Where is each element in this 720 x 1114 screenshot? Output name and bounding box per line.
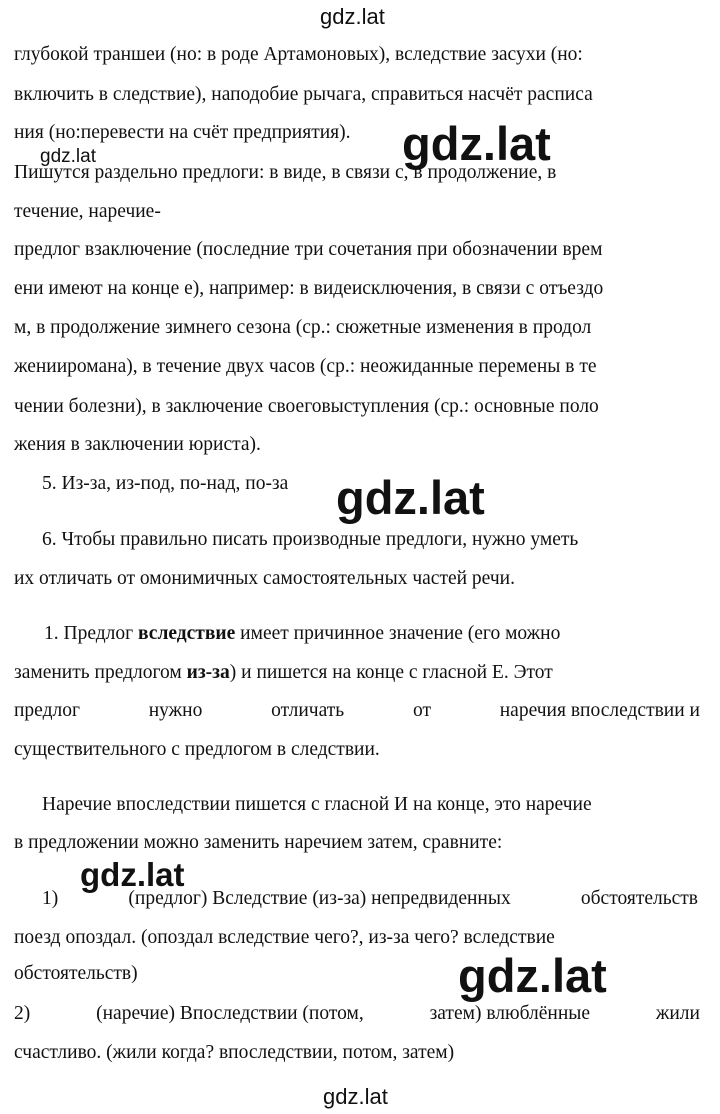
text-line: Пишутся раздельно предлоги: в виде, в связи с, в продолжение, в [14,162,557,183]
text-span: заменить предлогом [14,662,187,683]
list-item-6: 6. Чтобы правильно писать производные предлоги, нужно уметь [42,529,579,550]
text-line: поезд опоздал. (опоздал вследствие чего?, из-за чего? вследствие [14,927,555,948]
word: жили [655,1003,700,1024]
text-line: в предложении можно заменить наречием затем, сравните: [14,832,503,853]
watermark-small-1: gdz.lat [40,146,96,167]
example-2-line-1 [14,1001,700,1027]
text-line: существительного с предлогом в следствии. [14,739,380,760]
term-vsledstvie: вследствие [138,623,236,644]
text-line: течение, наречие- [14,201,161,222]
text-line: предлог взаключение (последние три сочетания при обозначении врем [14,239,603,260]
text-line: их отличать от омонимичных самостоятельных частей речи. [14,568,515,589]
word: предлог [14,700,80,721]
word: отличать [271,700,345,721]
word: затем) влюблённые [429,1003,591,1024]
word: 2) [14,1003,31,1024]
section-1-line-1 [44,621,560,647]
text-line: ния (но:перевести на счёт предприятия). [14,122,351,143]
watermark-large-2: gdz.lat [336,471,485,524]
section-1-line-2 [14,660,553,686]
word: наречия впоследствии и [499,700,700,721]
text-line: ени имеют на конце е), например: в видеисключения, в связи с отъездо [14,278,604,299]
list-item-5: 5. Из-за, из-под, по-над, по-за [42,473,289,494]
section-1-line-3 [14,698,700,724]
text-line: м, в продолжение зимнего сезона (ср.: сюжетные изменения в продол [14,317,592,338]
text-span: ) и пишется на конце с гласной Е. Этот [229,662,553,683]
text-line: глубокой траншеи (но: в роде Артамоновых), вследствие засухи (но: [14,44,583,65]
word: обстоятельств [580,888,698,909]
text-line: счастливо. (жили когда? впоследствии, потом, затем) [14,1042,455,1063]
text-line: женииромана), в течение двух часов (ср.: неожиданные перемены в те [14,356,597,377]
watermark-mid: gdz.lat [80,856,185,893]
word: 1) [42,888,59,909]
text-line: обстоятельств) [14,963,138,984]
text-line: включить в следствие), наподобие рычага, справиться насчёт расписа [14,84,593,105]
term-iz-za: из-за [186,662,230,683]
word: от [412,700,431,721]
word: нужно [148,700,203,721]
word: (предлог) Вследствие (из-за) непредвиденных [128,888,511,909]
text-line: Наречие впоследствии пишется с гласной И на конце, это наречие [42,794,592,815]
text-span: 1. Предлог [44,623,139,644]
watermark-top: gdz.lat [320,4,385,29]
watermark-large-1: gdz.lat [402,117,551,170]
word: (наречие) Впоследствии (потом, [96,1003,364,1024]
watermark-bottom: gdz.lat [323,1084,388,1109]
example-1-line-1 [42,886,698,912]
text-line: чении болезни), в заключение своеговыступления (ср.: основные поло [14,396,599,417]
watermark-large-3: gdz.lat [458,949,607,1002]
text-line: жения в заключении юриста). [14,434,261,455]
text-span: имеет причинное значение (его можно [235,623,561,644]
